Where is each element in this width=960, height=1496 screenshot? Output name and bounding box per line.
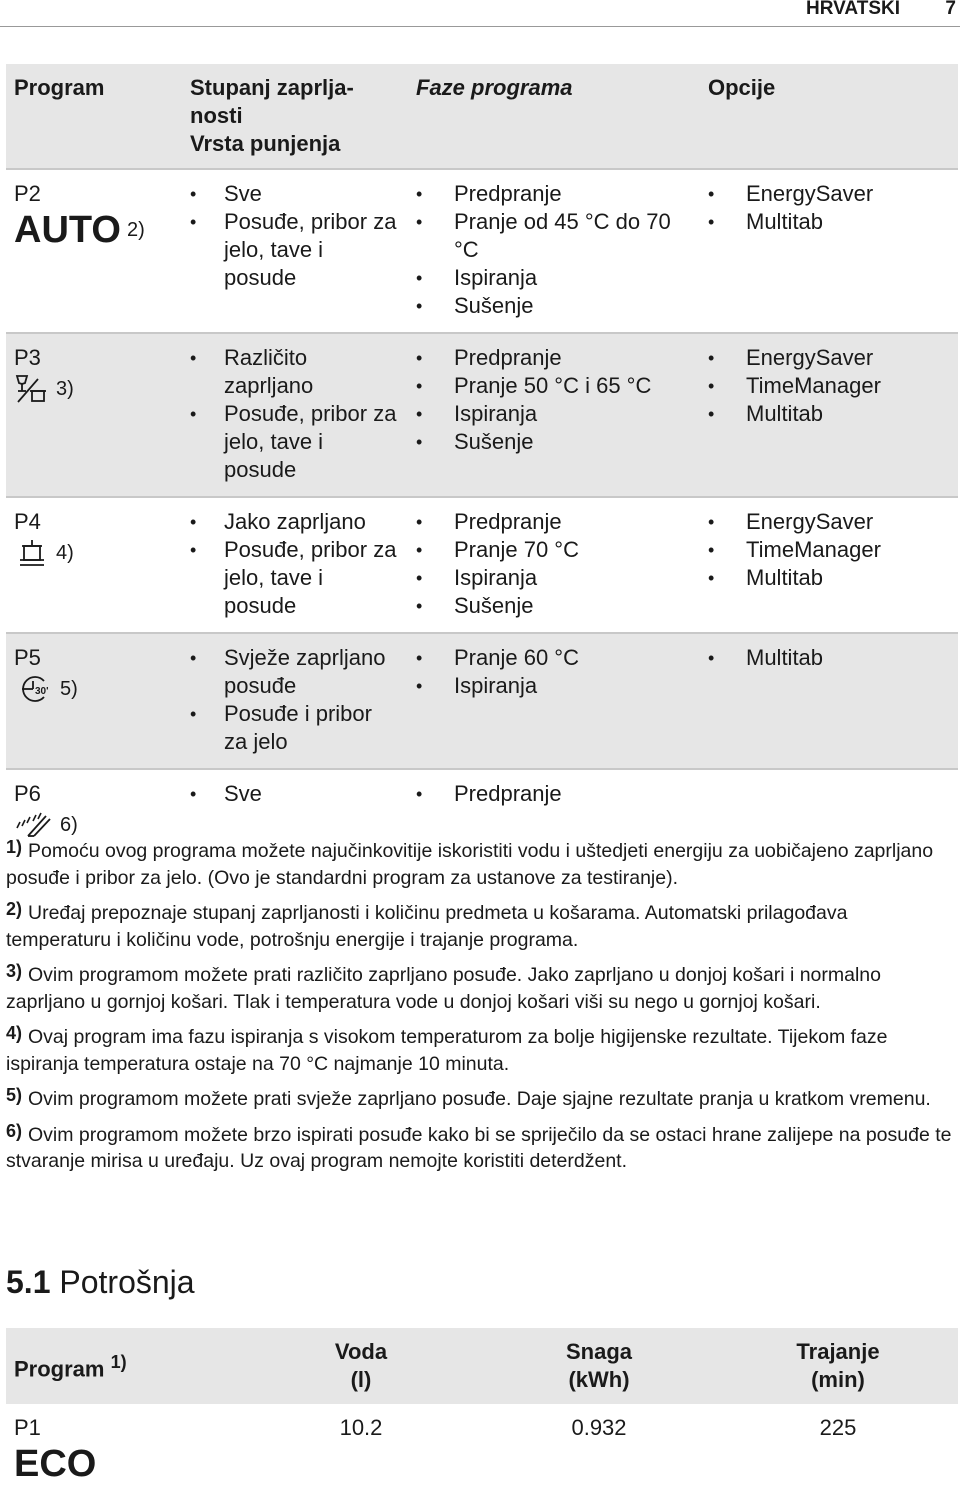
page-number: 7 <box>945 0 956 19</box>
list-item: • EnergySaver <box>708 180 950 208</box>
list-item: • Predpranje <box>416 180 692 208</box>
list-item: • Multitab <box>708 208 950 236</box>
table-row <box>6 497 958 633</box>
list-item: • Posuđe, pribor za jelo, tave i posude <box>190 536 400 620</box>
header-label: Snaga <box>565 1339 633 1364</box>
list-item: • Sve <box>190 780 400 808</box>
table-row <box>6 1404 958 1496</box>
footnote-ref: 3) <box>56 378 74 400</box>
soil-cell <box>182 633 408 769</box>
list-item: • Predpranje <box>416 344 692 372</box>
header-unit: (kWh) <box>568 1367 630 1392</box>
list-item: • Multitab <box>708 400 950 428</box>
header-label: Trajanje <box>796 1339 880 1364</box>
program-table-header <box>6 64 958 169</box>
footnotes <box>6 834 956 1180</box>
program-code: P2 <box>14 181 41 206</box>
list-item: • Posuđe i pribor za jelo <box>190 700 400 756</box>
phases-cell <box>408 497 700 633</box>
list-item: • TimeManager <box>708 372 950 400</box>
consumption-table <box>6 1328 958 1496</box>
footnote-ref: 2) <box>126 219 145 241</box>
program-icon-wrap <box>14 538 74 568</box>
auto-logo-icon: AUTO <box>14 209 121 251</box>
footnote-2 <box>6 896 956 953</box>
section-number: 5.1 <box>6 1264 51 1300</box>
phases-cell <box>408 333 700 497</box>
footnote-text: Ovaj program ima fazu ispiranja s visokom temperaturom za bolje higijenske rezultate. Tijekom faze ispiranja temperatura ostaje na 70 °C najmanje 10 minuta. <box>6 1026 888 1075</box>
clock-30-icon <box>14 674 54 704</box>
options-cell <box>700 633 958 769</box>
program-code: P5 <box>14 645 41 670</box>
list-item: • Pranje 60 °C <box>416 644 692 672</box>
col-header-phases: Faze programa <box>408 64 700 169</box>
program-cell <box>6 333 182 497</box>
footnote-ref: 1) <box>110 1352 127 1373</box>
program-code: P3 <box>14 345 41 370</box>
list-item: • Ispiranja <box>416 672 692 700</box>
col-header-program: Program <box>6 64 182 169</box>
pot-icon <box>14 538 50 568</box>
list-item: • Sušenje <box>416 292 692 320</box>
clock-30-label: 30' <box>35 686 49 697</box>
list-item: • TimeManager <box>708 536 950 564</box>
header-unit: (min) <box>811 1367 865 1392</box>
header-unit: (l) <box>350 1367 372 1392</box>
list-item: • Različito zaprljano <box>190 344 400 400</box>
program-cell <box>6 1404 242 1496</box>
footnote-text: Ovim programom možete brzo ispirati posuđe kako bi se spriječilo da se ostaci hrane zalijepe na posuđe te stvaranje mirisa u uređaju. Uz ovaj program nemojte koristiti deterdžent. <box>6 1123 952 1172</box>
options-cell <box>700 169 958 333</box>
table-row <box>6 169 958 333</box>
footnote-ref: 6) <box>60 814 78 836</box>
phases-cell <box>408 633 700 769</box>
program-code: P6 <box>14 781 41 806</box>
col-header-power <box>480 1328 718 1404</box>
water-value: 10.2 <box>339 1415 383 1440</box>
program-icon-wrap <box>14 674 78 704</box>
col-header-duration <box>718 1328 958 1404</box>
list-item: • Sušenje <box>416 592 692 620</box>
header-rule <box>0 26 960 27</box>
list-item: • Jako zaprljano <box>190 508 400 536</box>
footnote-text: Ovim programom možete prati svježe zaprljano posuđe. Daje sjajne rezultate pranja u kratkom vremenu. <box>28 1088 931 1110</box>
list-item: • Multitab <box>708 644 950 672</box>
list-item: • Posuđe, pribor za jelo, tave i posude <box>190 208 400 292</box>
footnote-5 <box>6 1082 956 1113</box>
header-label: Program <box>14 1356 105 1382</box>
table-row <box>6 333 958 497</box>
list-item: • Predpranje <box>416 508 692 536</box>
program-cell <box>6 497 182 633</box>
footnote-mark: 4) <box>6 1023 23 1043</box>
list-item: • Ispiranja <box>416 564 692 592</box>
section-name: Potrošnja <box>59 1264 195 1300</box>
program-code: P4 <box>14 509 41 534</box>
footnote-6 <box>6 1118 956 1175</box>
options-cell <box>700 333 958 497</box>
header-language: HRVATSKI <box>806 0 900 19</box>
eco-logo-icon: ECO <box>14 1443 97 1485</box>
glass-pot-icon <box>14 374 50 404</box>
soil-cell <box>182 497 408 633</box>
list-item: • Ispiranja <box>416 400 692 428</box>
footnote-text: Ovim programom možete prati različito zaprljano posuđe. Jako zaprljano u donjoj košari i normalno zaprljano u gornjoj košari. Tlak i temperatura vode u donjoj košari viši su nego u gornjoj košari. <box>6 964 881 1013</box>
list-item: • Pranje 50 °C i 65 °C <box>416 372 692 400</box>
list-item: • Pranje od 45 °C do 70 °C <box>416 208 692 264</box>
power-value: 0.932 <box>571 1415 627 1440</box>
footnote-4 <box>6 1020 956 1077</box>
list-item: • Ispiranja <box>416 264 692 292</box>
footnote-text: Uređaj prepoznaje stupanj zaprljanosti i količinu predmeta u košarama. Automatski prilagođava temperaturu i količinu vode, potrošnju energije i trajanje programa. <box>6 902 848 951</box>
header-label: Voda <box>334 1339 388 1364</box>
duration-value: 225 <box>819 1415 857 1440</box>
program-cell <box>6 169 182 333</box>
col-header-program <box>6 1328 242 1404</box>
section-title <box>6 1264 195 1301</box>
list-item: • Posuđe, pribor za jelo, tave i posude <box>190 400 400 484</box>
list-item: • EnergySaver <box>708 344 950 372</box>
list-item: • Sušenje <box>416 428 692 456</box>
list-item: • Predpranje <box>416 780 692 808</box>
options-cell <box>700 497 958 633</box>
program-table <box>6 64 958 867</box>
list-item: • Multitab <box>708 564 950 592</box>
list-item: • Pranje 70 °C <box>416 536 692 564</box>
footnote-mark: 2) <box>6 899 23 919</box>
program-icon-wrap <box>14 210 145 250</box>
footnote-1 <box>6 834 956 891</box>
col-header-options: Opcije <box>700 64 958 169</box>
footnote-mark: 5) <box>6 1085 23 1105</box>
footnote-ref: 4) <box>56 542 74 564</box>
soil-cell <box>182 169 408 333</box>
footnote-3 <box>6 958 956 1015</box>
list-item: • EnergySaver <box>708 508 950 536</box>
program-icon-wrap <box>14 374 74 404</box>
program-cell <box>6 633 182 769</box>
footnote-mark: 3) <box>6 961 23 981</box>
footnote-mark: 1) <box>6 837 23 857</box>
list-item: • Sve <box>190 180 400 208</box>
col-header-soil: Stupanj zaprlja- nosti Vrsta punjenja <box>182 64 408 169</box>
list-item: • Svježe zaprljano posuđe <box>190 644 400 700</box>
consumption-table-header <box>6 1328 958 1404</box>
col-header-water <box>242 1328 480 1404</box>
footnote-mark: 6) <box>6 1120 23 1141</box>
page-header <box>0 0 960 20</box>
table-row <box>6 633 958 769</box>
footnote-ref: 5) <box>60 678 78 700</box>
soil-cell <box>182 333 408 497</box>
phases-cell <box>408 169 700 333</box>
program-code: P1 <box>14 1415 41 1440</box>
footnote-text: Pomoću ovog programa možete najučinkovitije iskoristiti vodu i uštedjeti energiju za uobičajeno zaprljano posuđe i pribor za jelo. (Ovo je standardni program za ustanove za testiranje). <box>6 840 934 889</box>
